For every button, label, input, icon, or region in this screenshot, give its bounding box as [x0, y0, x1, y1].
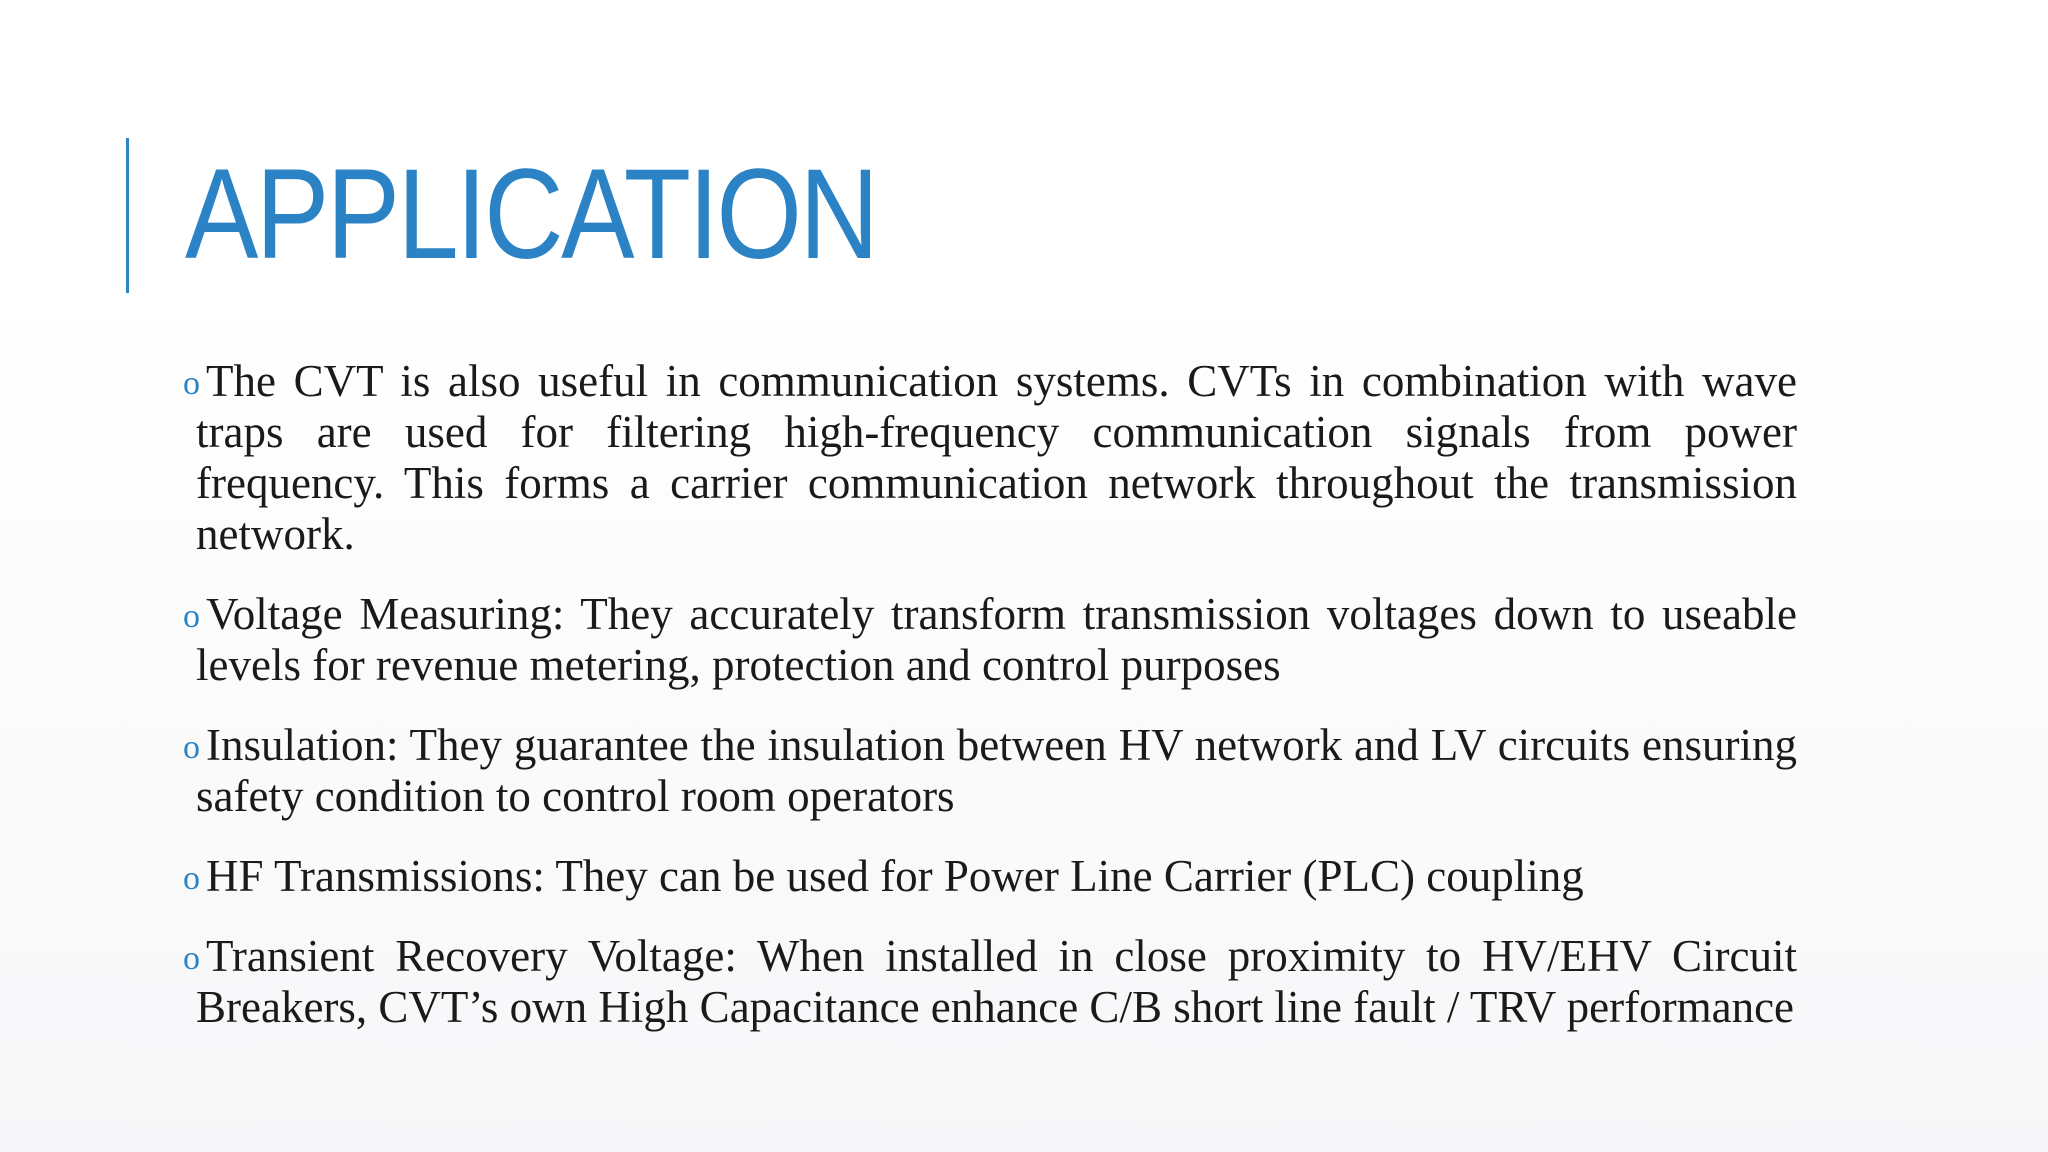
- slide-title: APPLICATION: [185, 143, 877, 286]
- title-accent-bar: [126, 138, 129, 293]
- bullet-circle-icon: o: [183, 365, 200, 402]
- bullet-circle-icon: o: [183, 598, 200, 635]
- bullet-text: Transient Recovery Voltage: When installed in close proximity to HV/EHV Circuit Breakers, CVT’s own High Capacitance enhance C/B short line fault / TRV performance: [196, 931, 1797, 1032]
- bullet-text: Insulation: They guarantee the insulation between HV network and LV circuits ensuring safety condition to control room operators: [196, 720, 1797, 821]
- bullet-circle-icon: o: [183, 940, 200, 977]
- bullet-circle-icon: o: [183, 729, 200, 766]
- bullet-text: Voltage Measuring: They accurately transform transmission voltages down to useable levels for revenue metering, protection and control purposes: [196, 589, 1797, 690]
- bullet-item: [183, 589, 1797, 691]
- bullet-list: [183, 356, 1797, 1062]
- bullet-item: [183, 851, 1797, 902]
- bullet-item: [183, 931, 1797, 1033]
- bullet-item: [183, 356, 1797, 560]
- bullet-text: The CVT is also useful in communication systems. CVTs in combination with wave traps are used for filtering high-frequency communication signals from power frequency. This forms a carrier communication network throughout the transmission network.: [196, 356, 1797, 559]
- bullet-circle-icon: o: [183, 860, 200, 897]
- bullet-item: [183, 720, 1797, 822]
- bullet-text: HF Transmissions: They can be used for Power Line Carrier (PLC) coupling: [206, 851, 1584, 901]
